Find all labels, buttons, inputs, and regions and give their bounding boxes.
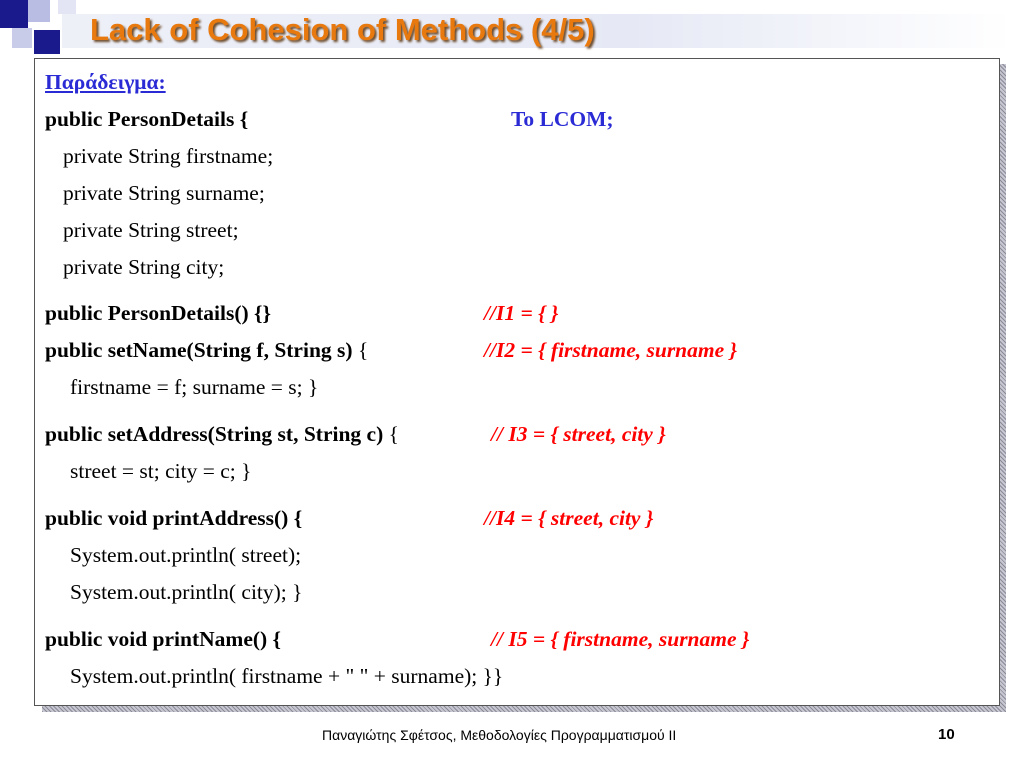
printname-signature: public void printName() { (45, 627, 282, 651)
setname-line (45, 338, 368, 363)
setaddress-signature: public setAddress(String st, String c) (45, 422, 384, 446)
example-heading: Παράδειγμα: (45, 70, 166, 94)
field-city: private String city; (63, 255, 225, 279)
setname-comment: //I2 = { firstname, surname } (484, 338, 738, 362)
field-surname: private String surname; (63, 181, 265, 205)
printaddress-body-city: System.out.println( city); } (70, 580, 303, 604)
decor-square-dark-1 (0, 0, 28, 28)
printaddress-signature: public void printAddress() { (45, 506, 303, 530)
printaddress-body-street: System.out.println( street); (70, 543, 302, 567)
setaddress-brace: { (383, 422, 399, 446)
field-firstname: private String firstname; (63, 144, 274, 168)
slide-title: Lack of Cohesion of Methods (4/5) (90, 12, 595, 47)
decor-square-light-1 (28, 0, 50, 22)
setname-body: firstname = f; surname = s; } (70, 375, 319, 399)
setaddress-comment: // I3 = { street, city } (491, 422, 666, 446)
constructor-line: public PersonDetails() {} (45, 301, 271, 325)
setname-brace: { (352, 338, 369, 362)
page-number: 10 (938, 726, 955, 743)
printaddress-comment: //I4 = { street, city } (484, 506, 654, 530)
constructor-comment: //I1 = { } (484, 301, 559, 325)
class-declaration: public PersonDetails { (45, 107, 249, 131)
lcom-label: To LCOM; (511, 107, 614, 131)
printname-comment: // I5 = { firstname, surname } (491, 627, 750, 651)
setaddress-line (45, 422, 399, 447)
field-street: private String street; (63, 218, 239, 242)
setaddress-body: street = st; city = c; } (70, 459, 252, 483)
setname-signature: public setName(String f, String s) (45, 338, 353, 362)
decor-square-light-2 (12, 28, 32, 48)
decor-square-dark-2 (34, 30, 60, 54)
decor-square-light-3 (58, 0, 76, 14)
footer-author-course: Παναγιώτης Σφέτσος, Μεθοδολογίες Προγραμματισμού ΙΙ (322, 727, 677, 743)
printname-body: System.out.println( firstname + " " + surname); }} (70, 664, 504, 688)
